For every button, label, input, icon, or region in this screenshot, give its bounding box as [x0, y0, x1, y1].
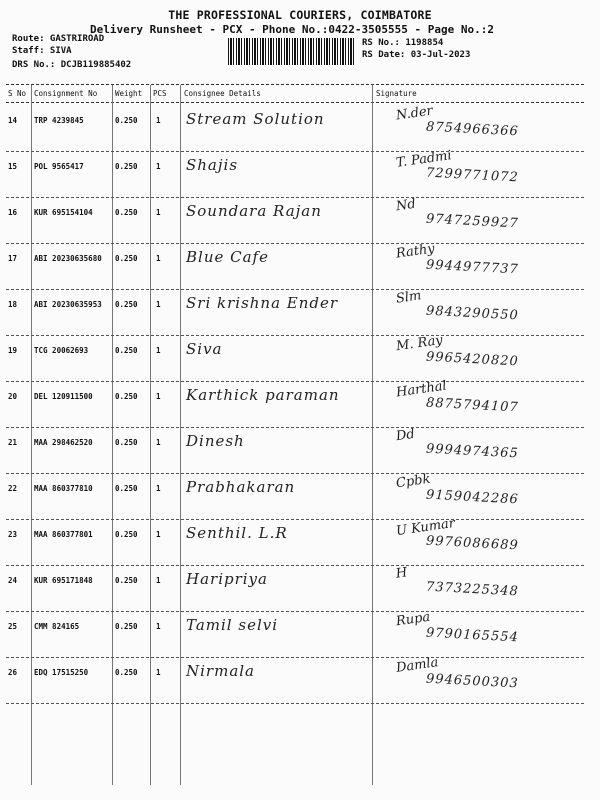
pieces-count: 1	[156, 116, 161, 125]
pieces-count: 1	[156, 208, 161, 217]
table-row	[6, 290, 584, 336]
table-row	[6, 103, 584, 152]
consignment-number: KUR 695171848	[34, 576, 93, 585]
consignment-number: MAA 860377810	[34, 484, 93, 493]
consignment-number: ABI 20230635953	[34, 300, 102, 309]
signature-phone: 8875794107	[425, 395, 520, 416]
weight-value: 0.250	[115, 162, 138, 171]
table-row	[6, 241, 584, 290]
serial-number: 14	[8, 116, 18, 125]
consignee-name: Dinesh	[186, 432, 245, 450]
table-row	[6, 655, 584, 704]
consignment-number: ABI 20230635680	[34, 254, 102, 263]
divider	[6, 84, 584, 85]
signature-name: Dd	[395, 426, 416, 445]
weight-value: 0.250	[115, 300, 138, 309]
serial-number: 21	[8, 438, 18, 447]
serial-number: 17	[8, 254, 18, 263]
signature-phone: 9965420820	[425, 349, 520, 370]
consignment-number: DEL 120911500	[34, 392, 93, 401]
consignee-name: Shajis	[186, 156, 239, 174]
staff-label: Staff: SIVA	[12, 46, 72, 56]
pieces-count: 1	[156, 622, 161, 631]
serial-number: 19	[8, 346, 18, 355]
serial-number: 25	[8, 622, 18, 631]
signature-name: M. Ray	[395, 332, 444, 355]
consignment-number: KUR 695154104	[34, 208, 93, 217]
table-row	[6, 609, 584, 658]
consignment-number: TRP 4239845	[34, 116, 84, 125]
consignment-number: MAA 298462520	[34, 438, 93, 447]
weight-value: 0.250	[115, 576, 138, 585]
signature-name: U Kumar	[395, 515, 456, 540]
signature-phone: 9843290550	[425, 303, 520, 324]
pieces-count: 1	[156, 346, 161, 355]
pieces-count: 1	[156, 254, 161, 263]
signature-phone: 9946500303	[425, 671, 520, 692]
table-row	[6, 378, 584, 428]
weight-value: 0.250	[115, 392, 138, 401]
signature-name: Rupa	[395, 609, 432, 630]
serial-number: 16	[8, 208, 18, 217]
company-name: THE PROFESSIONAL COURIERS, COIMBATORE	[168, 8, 432, 22]
consignee-name: Siva	[186, 340, 223, 358]
col-header-consignment: Consignment No	[34, 89, 98, 98]
barcode-image	[228, 38, 356, 65]
table-row	[6, 148, 584, 198]
serial-number: 24	[8, 576, 18, 585]
consignment-number: CMM 824165	[34, 622, 80, 631]
weight-value: 0.250	[115, 254, 138, 263]
weight-value: 0.250	[115, 484, 138, 493]
weight-value: 0.250	[115, 530, 138, 539]
row-divider	[6, 703, 584, 704]
signature-name: T. Padmi	[395, 148, 453, 171]
table-row	[6, 471, 584, 520]
signature-name: Cpbk	[395, 471, 432, 492]
consignee-name: Stream Solution	[186, 110, 325, 128]
weight-value: 0.250	[115, 438, 138, 447]
signature-phone: 9994974365	[425, 441, 520, 462]
col-header-weight: Weight	[115, 89, 143, 98]
divider	[6, 102, 584, 103]
signature-name: H	[395, 565, 409, 582]
consignee-name: Nirmala	[186, 662, 255, 680]
weight-value: 0.250	[115, 346, 138, 355]
consignee-name: Prabhakaran	[186, 478, 296, 496]
pieces-count: 1	[156, 530, 161, 539]
table-row	[6, 198, 584, 244]
table-row	[6, 428, 584, 474]
table-row	[6, 332, 584, 382]
runsheet-title: Delivery Runsheet - PCX - Phone No.:0422-3505555 - Page No.:2	[90, 23, 494, 36]
signature-name: N.der	[395, 103, 434, 124]
serial-number: 23	[8, 530, 18, 539]
signature-name: Rathy	[395, 241, 436, 262]
pieces-count: 1	[156, 162, 161, 171]
consignment-number: TCG 20062693	[34, 346, 89, 355]
serial-number: 15	[8, 162, 18, 171]
signature-name: Harthal	[395, 378, 448, 401]
signature-phone: 9159042286	[425, 487, 520, 508]
consignee-name: Soundara Rajan	[186, 202, 322, 220]
col-header-sno: S No	[8, 89, 27, 98]
weight-value: 0.250	[115, 116, 138, 125]
pieces-count: 1	[156, 438, 161, 447]
signature-phone: 9944977737	[425, 257, 520, 278]
serial-number: 22	[8, 484, 18, 493]
consignment-number: POL 9565417	[34, 162, 84, 171]
rs-date: RS Date: 03-Jul-2023	[362, 50, 471, 60]
consignee-name: Sri krishna Ender	[186, 294, 339, 312]
signature-phone: 7373225348	[425, 579, 520, 600]
consignee-name: Senthil. L.R	[186, 524, 288, 542]
serial-number: 20	[8, 392, 18, 401]
pieces-count: 1	[156, 668, 161, 677]
serial-number: 18	[8, 300, 18, 309]
weight-value: 0.250	[115, 208, 138, 217]
table-row	[6, 566, 584, 612]
consignee-name: Karthick paraman	[186, 386, 340, 404]
weight-value: 0.250	[115, 668, 138, 677]
drs-number: DRS No.: DCJB119885402	[12, 60, 132, 70]
rs-number: RS No.: 1198854	[362, 38, 444, 48]
col-header-signature: Signature	[376, 89, 417, 98]
signature-name: Nd	[395, 196, 417, 215]
signature-phone: 9790165554	[425, 625, 520, 646]
consignment-number: EDQ 17515250	[34, 668, 89, 677]
col-header-pcs: PCS	[153, 89, 167, 98]
consignee-name: Haripriya	[186, 570, 268, 588]
serial-number: 26	[8, 668, 18, 677]
pieces-count: 1	[156, 392, 161, 401]
consignee-name: Blue Cafe	[186, 248, 269, 266]
signature-name: Slm	[395, 288, 423, 307]
signature-phone: 9747259927	[425, 211, 520, 232]
signature-name: Damla	[395, 655, 440, 676]
signature-phone: 9976086689	[425, 533, 520, 554]
consignee-name: Tamil selvi	[186, 616, 279, 634]
route-label: Route: GASTRIROAD	[12, 34, 105, 44]
table-row	[6, 515, 584, 566]
pieces-count: 1	[156, 484, 161, 493]
pieces-count: 1	[156, 576, 161, 585]
weight-value: 0.250	[115, 622, 138, 631]
col-header-consignee: Consignee Details	[184, 89, 261, 98]
signature-phone: 7299771072	[425, 165, 520, 186]
signature-phone: 8754966366	[425, 119, 520, 140]
pieces-count: 1	[156, 300, 161, 309]
consignment-number: MAA 860377801	[34, 530, 93, 539]
